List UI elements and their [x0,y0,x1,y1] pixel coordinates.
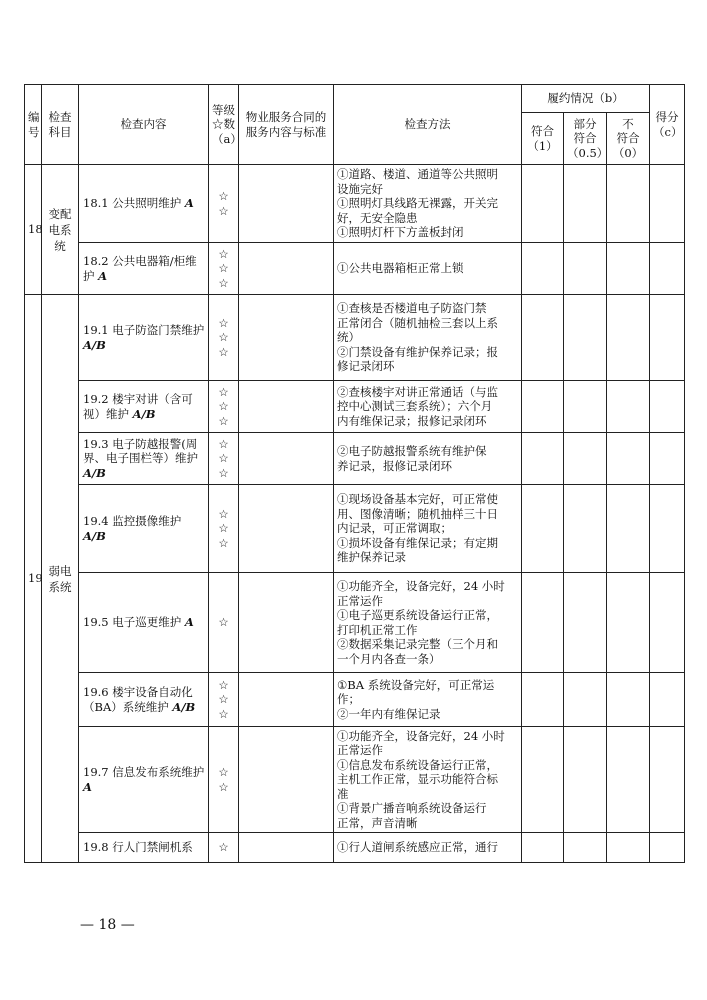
grade-stars [209,573,239,673]
cell-text: 18.2 公共电器箱/柜维护 [83,254,197,283]
cell-text: 正常闭合（随机抽检三套以上系 [337,315,498,330]
cell-text: 19.7 信息发布系统维护 [83,765,205,779]
noncomply-cell[interactable] [607,485,650,573]
star-icon: ☆ [218,779,229,794]
cell-text: （a） [212,131,242,146]
score-cell[interactable] [650,833,685,863]
cell-text: 19.2 楼宇对讲（含可视）维护 [83,392,193,421]
cell-text: 用、图像清晰；随机抽样三十日 [337,506,498,521]
cell-text: 养记录，报修记录闭环 [337,458,452,473]
inspection-content [79,381,209,433]
cell-text: ①功能齐全，设备完好，24 小时 [337,728,505,743]
cell-text: ②数据采集记录完整（三个月和 [337,637,498,651]
contract-standard-cell[interactable] [239,573,334,673]
cell-text: 19.3 电子防越报警(周界、电子围栏等）维护 [83,436,198,466]
star-icon: ☆ [218,261,229,276]
table-row [25,295,685,381]
header-method: 检查方法 [334,85,522,165]
comply-cell[interactable] [522,573,564,673]
star-icon: ☆ [218,677,229,692]
table-row [25,833,685,863]
section-name [42,295,79,863]
table-row [25,573,685,673]
cell-text: 编号 [28,110,40,139]
cell-text: 弱电 [48,563,72,578]
level-tag: A [184,196,194,211]
table-row [25,243,685,295]
cell-text: ☆数 [212,117,235,132]
noncomply-cell[interactable] [607,295,650,381]
header-performance: 履约情况（b） [522,85,650,113]
cell-text: ①照明灯杆下方盖板封闭 [337,225,464,240]
inspection-method [334,485,522,573]
cell-text: 19.1 电子防盗门禁维护 [83,323,205,337]
partial-cell[interactable] [564,485,607,573]
score-cell[interactable] [650,243,685,295]
inspection-method [334,381,522,433]
inspection-method [334,833,522,863]
header-noncomply [607,113,650,165]
page-number: — 18 — [80,917,135,933]
level-tag: A/B [83,337,106,352]
inspection-method [334,727,522,833]
cell-text: 主机工作正常，显示功能符合标 [337,772,498,787]
partial-cell[interactable] [564,727,607,833]
inspection-content [79,727,209,833]
star-icon: ☆ [218,384,229,399]
cell-text: ①公共电器箱柜正常上锁 [337,261,464,276]
cell-text: ②查核楼宇对讲正常通话（与监 [337,384,498,399]
table-row [25,727,685,833]
star-icon: ☆ [218,451,229,466]
grade-stars [209,673,239,727]
cell-text: ②电子防越报警系统有维护保 [337,444,487,458]
inspection-content [79,833,209,863]
noncomply-cell[interactable] [607,573,650,673]
inspection-content [79,433,209,485]
cell-text: （1） [527,138,558,153]
header-subject [42,85,79,165]
cell-text: ②一年内有维保记录 [337,706,441,721]
star-icon: ☆ [218,315,229,330]
cell-text: ①现场设备基本完好，可正常使 [337,492,498,507]
cell-text: 维护保养记录 [337,550,406,565]
contract-standard-cell[interactable] [239,165,334,243]
inspection-method [334,295,522,381]
cell-text: 符合 [616,131,640,146]
inspection-method [334,243,522,295]
cell-text: 系统 [48,579,72,594]
score-cell[interactable] [650,381,685,433]
score-cell[interactable] [650,727,685,833]
comply-cell[interactable] [522,433,564,485]
inspection-content [79,485,209,573]
contract-standard-cell[interactable] [239,727,334,833]
comply-cell[interactable] [522,485,564,573]
noncomply-cell[interactable] [607,381,650,433]
inspection-method [334,165,522,243]
partial-cell[interactable] [564,433,607,485]
score-cell[interactable] [650,485,685,573]
grade-stars [209,295,239,381]
star-icon: ☆ [218,203,229,218]
star-icon: ☆ [218,436,229,451]
score-cell[interactable] [650,673,685,727]
table-row [25,673,685,727]
cell-text: 电系 [48,222,72,237]
partial-cell[interactable] [564,295,607,381]
level-tag: A [184,615,194,630]
level-tag: A/B [172,699,196,714]
grade-stars [209,381,239,433]
cell-text: 好，无安全隐患 [337,210,418,225]
noncomply-cell[interactable] [607,243,650,295]
contract-standard-cell[interactable] [239,485,334,573]
star-icon: ☆ [218,521,229,536]
comply-cell[interactable] [522,243,564,295]
level-tag: A/B [132,406,156,421]
contract-standard-cell[interactable] [239,433,334,485]
inspection-method [334,573,522,673]
cell-text: 修记录闭环 [337,359,395,374]
cell-text: 打印机正常工作 [337,622,418,637]
section-number: 18 [25,165,42,295]
header-score [650,85,685,165]
header-no [25,85,42,165]
cell-text: 等级 [212,102,235,117]
cell-text: ①损坏设备有维保记录；有定期 [337,535,498,550]
star-icon: ☆ [218,275,229,290]
inspection-content [79,295,209,381]
comply-cell[interactable] [522,727,564,833]
cell-text: 设施完好 [337,181,383,196]
header-partial [564,113,607,165]
partial-cell[interactable] [564,243,607,295]
comply-cell[interactable] [522,295,564,381]
score-cell[interactable] [650,573,685,673]
header-grade [209,85,242,165]
cell-text: 正常运作 [337,743,383,758]
star-icon: ☆ [218,765,229,779]
score-cell[interactable] [650,433,685,485]
partial-cell[interactable] [564,833,607,863]
level-tag: A [83,779,92,794]
contract-standard-cell[interactable] [239,833,334,863]
cell-text: 统 [54,238,66,253]
table-row [25,381,685,433]
star-icon: ☆ [218,399,229,414]
cell-text: 内有维保记录；报修记录闭环 [337,413,487,428]
score-cell[interactable] [650,295,685,381]
header-content: 检查内容 [79,85,209,165]
comply-cell[interactable] [522,381,564,433]
star-icon: ☆ [218,506,229,521]
cell-text: 19.5 电子巡更维护 [83,615,182,630]
inspection-content [79,673,209,727]
cell-text: 19.8 行人门禁闸机系 [83,840,193,855]
table-row [25,485,685,573]
contract-standard-cell[interactable] [239,243,334,295]
grade-stars [209,727,239,833]
table-row [25,165,685,243]
grade-stars [209,243,239,295]
partial-cell[interactable] [564,165,607,243]
cell-text: ①背景广播音响系统设备运行 [337,801,487,816]
inspection-method [334,673,522,727]
cell-text: 物业服务合同的 [245,110,327,124]
cell-text: 变配 [48,206,72,221]
section-name [42,165,79,295]
cell-text: ②门禁设备有维护保养记录；报 [337,344,498,359]
cell-text: ①电子巡更系统设备运行正常， [337,608,498,622]
inspection-content [79,165,209,243]
cell-text: 符合 [573,131,597,146]
star-icon: ☆ [218,615,229,630]
cell-text: 检查科目 [48,110,72,139]
partial-cell[interactable] [564,673,607,727]
cell-text: 控中心测试三套系统）；六个月 [337,399,493,414]
cell-text: 正常运作 [337,593,383,608]
star-icon: ☆ [218,246,229,261]
star-icon: ☆ [218,189,229,203]
cell-text: （0.5） [567,145,609,160]
cell-text: ①道路、楼道、通道等公共照明 [337,167,498,182]
inspection-content [79,573,209,673]
cell-text: 服务内容与标准 [245,124,327,139]
cell-text: 统） [337,330,360,345]
score-cell[interactable] [650,165,685,243]
cell-text: 内记录，可正常调取； [337,521,452,536]
grade-stars [209,433,239,485]
inspection-table [24,84,685,863]
noncomply-cell[interactable] [607,673,650,727]
comply-cell[interactable] [522,673,564,727]
contract-standard-cell[interactable] [239,381,334,433]
cell-text: （c） [653,124,683,139]
cell-text: 一个月内各查一条） [337,651,441,666]
inspection-content [79,243,209,295]
table-row [25,433,685,485]
header-contract [239,85,334,165]
cell-text: ①查核是否楼道电子防盗门禁 [337,301,487,316]
level-tag: A/B [83,465,106,480]
star-icon: ☆ [218,706,229,721]
noncomply-cell[interactable] [607,433,650,485]
star-icon: ☆ [218,413,229,428]
star-icon: ☆ [218,535,229,550]
cell-text: 部分 [573,116,597,131]
cell-text: 准 [337,786,349,801]
grade-stars [209,485,239,573]
comply-cell[interactable] [522,833,564,863]
level-tag: A/B [83,528,106,543]
cell-text: ①照明灯具线路无裸露，开关完 [337,196,498,211]
cell-text: ①功能齐全，设备完好，24 小时 [337,579,505,593]
cell-text: ①BA 系统设备完好，可正常运 [337,677,495,692]
grade-stars [209,833,239,863]
grade-stars [209,165,239,243]
contract-standard-cell[interactable] [239,295,334,381]
star-icon: ☆ [218,465,229,480]
cell-text: 符合 [531,124,554,138]
cell-text: 19.6 楼宇设备自动化（BA）系统维护 [83,685,193,714]
star-icon: ☆ [218,344,229,359]
cell-text: 18.1 公共照明维护 [83,196,182,211]
level-tag: A [98,268,108,283]
partial-cell[interactable] [564,381,607,433]
cell-text: （0） [612,145,644,160]
cell-text: ①信息发布系统设备运行正常， [337,757,498,772]
star-icon: ☆ [218,330,229,345]
partial-cell[interactable] [564,573,607,673]
comply-cell[interactable] [522,165,564,243]
cell-text: 19.4 监控摄像维护 [83,514,182,528]
cell-text: ①行人道闸系统感应正常，通行 [337,840,498,855]
star-icon: ☆ [218,840,229,855]
star-icon: ☆ [218,692,229,707]
noncomply-cell[interactable] [607,727,650,833]
cell-text: 得分 [655,110,679,124]
section-number: 19 [25,295,42,863]
cell-text: 不 [622,116,634,131]
inspection-method [334,433,522,485]
contract-standard-cell[interactable] [239,673,334,727]
noncomply-cell[interactable] [607,165,650,243]
cell-text: 正常，声音清晰 [337,815,418,830]
header-comply [522,113,564,165]
noncomply-cell[interactable] [607,833,650,863]
cell-text: 作； [337,692,360,707]
